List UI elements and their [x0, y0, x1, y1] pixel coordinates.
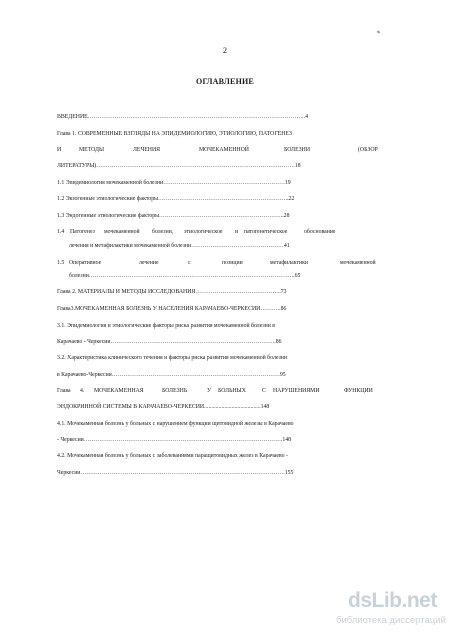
toc-entry-1-1	[0, 177, 450, 189]
toc-entry-4-1-line-1	[0, 418, 450, 430]
toc-word: Оперативное	[69, 260, 102, 266]
toc-entry-introduction	[0, 111, 450, 123]
toc-word: и	[235, 229, 239, 235]
toc-entry-text: Глава 2. МАТЕРИАЛЫ И МЕТОДЫ ИССЛЕДОВАНИЯ……………………………………...73	[57, 289, 287, 295]
scan-artifact	[377, 30, 381, 33]
toc-entry-text: 4.1. Мочекаменная болезнь у больных с нарушением функции щитовидной железы в Карачаево	[57, 421, 294, 427]
toc-entry-3-1-line-1	[0, 320, 450, 332]
toc-entry-text: 1.2 Экзогенные этиологические факторы…………………………………………………………..22	[57, 196, 295, 202]
toc-word: БОЛЬНЫХ	[218, 388, 246, 394]
toc-entry-chapter-1-line-1	[0, 128, 450, 140]
toc-entry-text: ЭНДОКРИННОЙ СИСТЕМЫ В КАРАЧАЕВО-ЧЕРКЕСИИ.......................................148	[57, 404, 270, 410]
toc-word: лечение	[139, 260, 159, 266]
toc-entry-text: 1.1 Эпидемиология мочекаменной болезни………………………………………………………19	[57, 180, 291, 186]
toc-word: БОЛЕЗНИ	[284, 147, 311, 153]
page-number: 2	[223, 46, 227, 55]
toc-entry-text: лечения и метафилактики мочекаменной болезни…………………………………………41	[69, 243, 290, 249]
toc-entry-text: Черкесии…………………………………………………………………………………………….155	[57, 470, 294, 476]
dslib-watermark	[336, 589, 444, 631]
toc-entry-1-4-line-2	[0, 240, 450, 252]
toc-word: И	[57, 147, 62, 153]
toc-entry-chapter-4-line-2	[0, 401, 450, 413]
toc-entry-text: - Черкесии………………………………………………………………………………………….148	[57, 437, 292, 443]
toc-entry-chapter-3	[0, 303, 450, 315]
toc-word: МЕТОДЫ	[79, 147, 105, 153]
toc-word: Патогенез	[70, 229, 95, 235]
toc-entry-text: болезни……………………………………………………………………………………………..65	[69, 273, 301, 279]
dslib-logo-text: dsLib.net	[348, 589, 437, 612]
toc-word: ЛЕЧЕНИЯ	[133, 147, 161, 153]
toc-word: МОЧЕКАМЕННОЙ	[199, 147, 249, 153]
toc-entry-1-2	[0, 193, 450, 205]
toc-entry-text: Карачаево - Черкесии…………………………………………………………………………..86	[57, 339, 282, 345]
toc-word: 1.5	[57, 260, 65, 266]
toc-entry-text: 3.1. Эпидемиология и этиологические факторы риска развития мочекаменной болезни в	[57, 323, 276, 329]
toc-entry-4-2-line-2	[0, 467, 450, 479]
toc-word: болезни,	[152, 229, 174, 235]
toc-word: обоснование	[304, 229, 336, 235]
toc-entry-1-5-line-1	[0, 257, 450, 269]
toc-entry-4-1-line-2	[0, 434, 450, 446]
toc-entry-text: в Карачаево-Черкесии……………………………………………………………………………95	[57, 372, 286, 378]
toc-entry-1-5-line-2	[0, 270, 450, 282]
toc-entry-text: ВВЕДЕНИЕ…………………………………………………………………………………………………..4	[57, 114, 308, 120]
toc-entry-3-1-line-2	[0, 336, 450, 348]
toc-word: НАРУШЕНИЯМИ	[273, 388, 320, 394]
toc-entry-text: 1.3 Эндогенные этиологические факторы………………………………………………………..28	[57, 213, 290, 219]
toc-entry-3-2-line-2	[0, 369, 450, 381]
toc-entry-1-3	[0, 210, 450, 222]
toc-entry-1-4-line-1	[0, 226, 450, 238]
toc-word: этиологическое	[184, 229, 223, 235]
toc-word: С	[262, 388, 266, 394]
toc-word: 4.	[80, 388, 85, 394]
toc-entry-chapter-1-line-3	[0, 160, 450, 172]
toc-entry-text: Глава3.МОЧЕКАМЕННАЯ БОЛЕЗНЬ У НАСЕЛЕНИЯ КАРАЧАЕВО-ЧЕРКЕСИИ………..86	[57, 306, 287, 312]
toc-entry-chapter-1-line-2	[0, 144, 450, 156]
toc-word: Глава	[57, 388, 71, 394]
toc-entry-3-2-line-1	[0, 352, 450, 364]
toc-entry-chapter-4-line-1	[0, 385, 450, 397]
toc-word: патогенетическое	[244, 229, 288, 235]
toc-heading: ОГЛАВЛЕНИЕ	[196, 77, 254, 86]
toc-entry-text: Глава 1. СОВРЕМЕННЫЕ ВЗГЛЯДЫ НА ЭПИДЕМИОЛОГИЮ, ЭТИОЛОГИЮ, ПАТОГЕНЕЗ	[57, 131, 292, 137]
toc-entry-chapter-2	[0, 286, 450, 298]
toc-entry-text: 3.2. Характеристика клинического течения и факторы риска развития мочекаменной болезни	[57, 355, 287, 361]
dslib-caption: библиотека диссертаций	[336, 615, 446, 626]
toc-word: БОЛЕЗНЬ	[162, 388, 188, 394]
toc-word: 1.4	[57, 229, 65, 235]
toc-entry-4-2-line-1	[0, 450, 450, 462]
toc-entry-text: ЛИТЕРАТУРЫ)………………………………………………………………………………………….18	[57, 163, 301, 169]
toc-word: (ОБЗОР	[358, 147, 378, 153]
toc-word: с	[188, 260, 191, 266]
toc-entry-text: 4.2. Мочекаменная болезнь у больных с заболеваниями паращитовидных желез в Карачаево -	[57, 453, 288, 459]
toc-word: ФУНКЦИИ	[344, 388, 373, 394]
toc-word: мочекаменной	[340, 260, 376, 266]
toc-word: мочекаменной	[104, 229, 140, 235]
toc-word: позиции	[222, 260, 243, 266]
toc-word: метафилактики	[270, 260, 309, 266]
toc-word: МОЧЕКАМЕННАЯ	[94, 388, 144, 394]
toc-word: У	[207, 388, 212, 394]
